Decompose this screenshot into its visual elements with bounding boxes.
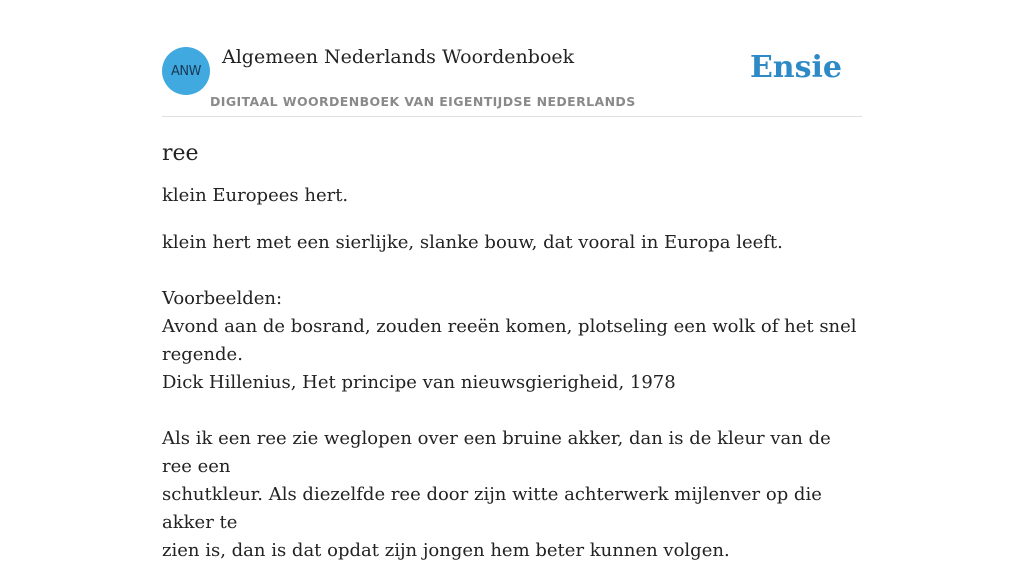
logo-text: ANW bbox=[171, 63, 201, 79]
page-title: ree bbox=[162, 141, 199, 166]
examples-label: Voorbeelden: bbox=[162, 288, 283, 309]
example-2-line-2: schutkleur. Als diezelfde ree door zijn witte achterwerk mijlenver op die akker te bbox=[162, 484, 822, 533]
example-1-line-2: regende. bbox=[162, 344, 243, 365]
example-2-line-3: zien is, dan is dat opdat zijn jongen hem beter kunnen volgen. bbox=[162, 540, 730, 561]
short-definition: klein Europees hert. bbox=[162, 185, 349, 206]
example-2 bbox=[162, 425, 862, 565]
entry-content bbox=[162, 138, 862, 565]
example-1-source: Dick Hillenius, Het principe van nieuwsgierigheid, 1978 bbox=[162, 372, 676, 393]
site-header bbox=[162, 0, 862, 117]
long-definition: klein hert met een sierlijke, slanke bouw, dat vooral in Europa leeft. bbox=[162, 232, 783, 253]
site-subtitle: DIGITAAL WOORDENBOEK VAN EIGENTIJDSE NEDERLANDS bbox=[210, 94, 636, 109]
anw-logo[interactable] bbox=[162, 47, 210, 95]
example-1-line-1: Avond aan de bosrand, zouden reeën komen, plotseling een wolk of het snel bbox=[162, 316, 857, 337]
ensie-brand-logo[interactable]: Ensie bbox=[749, 50, 842, 85]
site-title[interactable]: Algemeen Nederlands Woordenboek bbox=[222, 46, 575, 68]
example-2-line-1: Als ik een ree zie weglopen over een bruine akker, dan is de kleur van de ree een bbox=[162, 428, 831, 477]
examples-section bbox=[162, 285, 862, 397]
